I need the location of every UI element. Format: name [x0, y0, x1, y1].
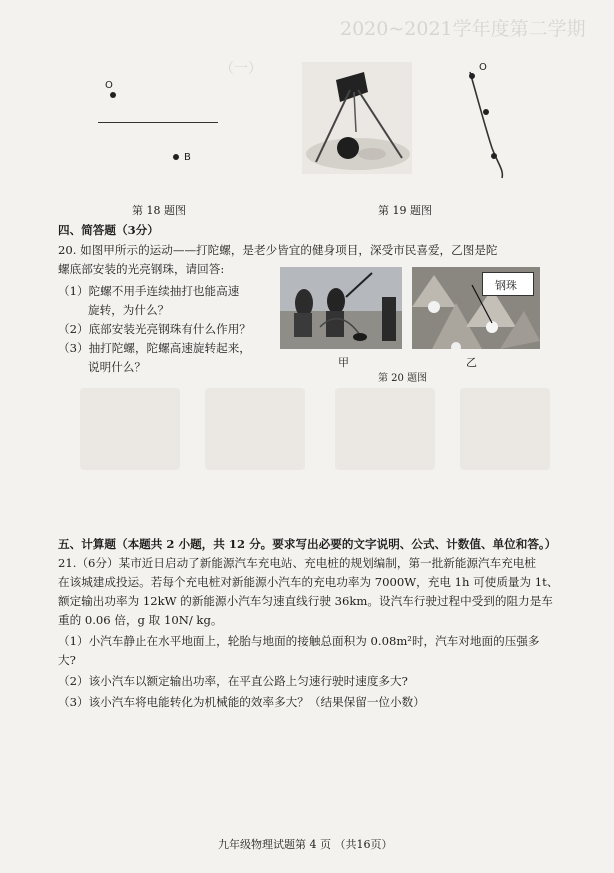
q21-text-line4: 重的 0.06 倍，g 取 10N/ kg。	[58, 613, 223, 627]
point-b-dot	[173, 154, 179, 160]
fig18-label-b: B	[184, 152, 191, 163]
q20-sub1-line2: 旋转，为什么？	[88, 303, 170, 317]
q21-text-line2: 在该城建成投运。若每个充电桩对新能源小汽车的充电功率为 7000W，充电 1h 可使质量为 1t、	[58, 575, 559, 589]
q21-sub2: （2）该小汽车以额定输出功率，在平直公路上匀速行驶时速度多大?	[58, 674, 408, 688]
bleed-through-image-1	[80, 388, 180, 470]
q20-sub2: （2）底部安装光亮钢珠有什么作用？	[58, 322, 251, 336]
q20-text-line2: 螺底部安装的光亮钢珠，请回答:	[58, 262, 225, 276]
q20-sub3-line1: （3）抽打陀螺，陀螺高速旋转起来，	[58, 341, 251, 355]
fig20-label-yi: 乙	[466, 356, 477, 369]
fig20-label-jia: 甲	[338, 356, 349, 369]
bleed-through-image-2	[205, 388, 305, 470]
q20-sub1-line1: （1）陀螺不用手连续抽打也能高速	[58, 284, 240, 298]
section-4-heading: 四、简答题（3分）	[58, 223, 159, 237]
bleed-through-subtitle: （一）	[220, 61, 262, 77]
fig19-caption: 第 19 题图	[378, 204, 432, 217]
page-footer: 九年级物理试题第 4 页 （共16页）	[218, 838, 393, 851]
q21-sub3: （3）该小汽车将电能转化为机械能的效率多大？（结果保留一位小数）	[58, 695, 425, 709]
horizontal-line	[98, 122, 218, 123]
steel-ball-label-box	[482, 272, 534, 296]
fig18-label-o: O	[105, 80, 113, 91]
q21-sub1-line2: 大?	[58, 653, 76, 667]
figure-19-photo	[302, 62, 412, 174]
fig18-caption: 第 18 题图	[132, 204, 186, 217]
figure-20-photo-jia	[280, 267, 402, 349]
bleed-through-image-3	[335, 388, 435, 470]
q20-sub3-line2: 说明什么？	[88, 360, 146, 374]
figure-19-diagram	[462, 60, 522, 185]
steel-ball-label: 钢珠	[495, 279, 517, 292]
bleed-through-title: 2020~2021学年度第二学期	[340, 18, 586, 40]
fig19-label-o: O	[479, 62, 487, 73]
point-o-dot	[110, 92, 116, 98]
q20-text-line1: 20. 如图甲所示的运动——打陀螺，是老少皆宜的健身项目，深受市民喜爱，乙图是陀	[58, 243, 498, 257]
bleed-through-image-4	[460, 388, 550, 470]
fig20-caption: 第 20 题图	[378, 373, 428, 384]
figure-18	[95, 68, 235, 178]
q21-sub1-line1: （1）小汽车静止在水平地面上，轮胎与地面的接触总面积为 0.08m²时，汽车对地面的压强多	[58, 634, 540, 648]
q21-text-line1: 21.（6分）某市近日启动了新能源汽车充电站、充电桩的规划编制，第一批新能源汽车充电桩	[58, 556, 536, 570]
q21-text-line3: 额定输出功率为 12kW 的新能源小汽车匀速直线行驶 36km。设汽车行驶过程中受到的阻力是车	[58, 594, 553, 608]
section-5-heading: 五、计算题（本题共 2 小题，共 12 分。要求写出必要的文字说明、公式、计数值、单位和答。）	[58, 537, 557, 551]
